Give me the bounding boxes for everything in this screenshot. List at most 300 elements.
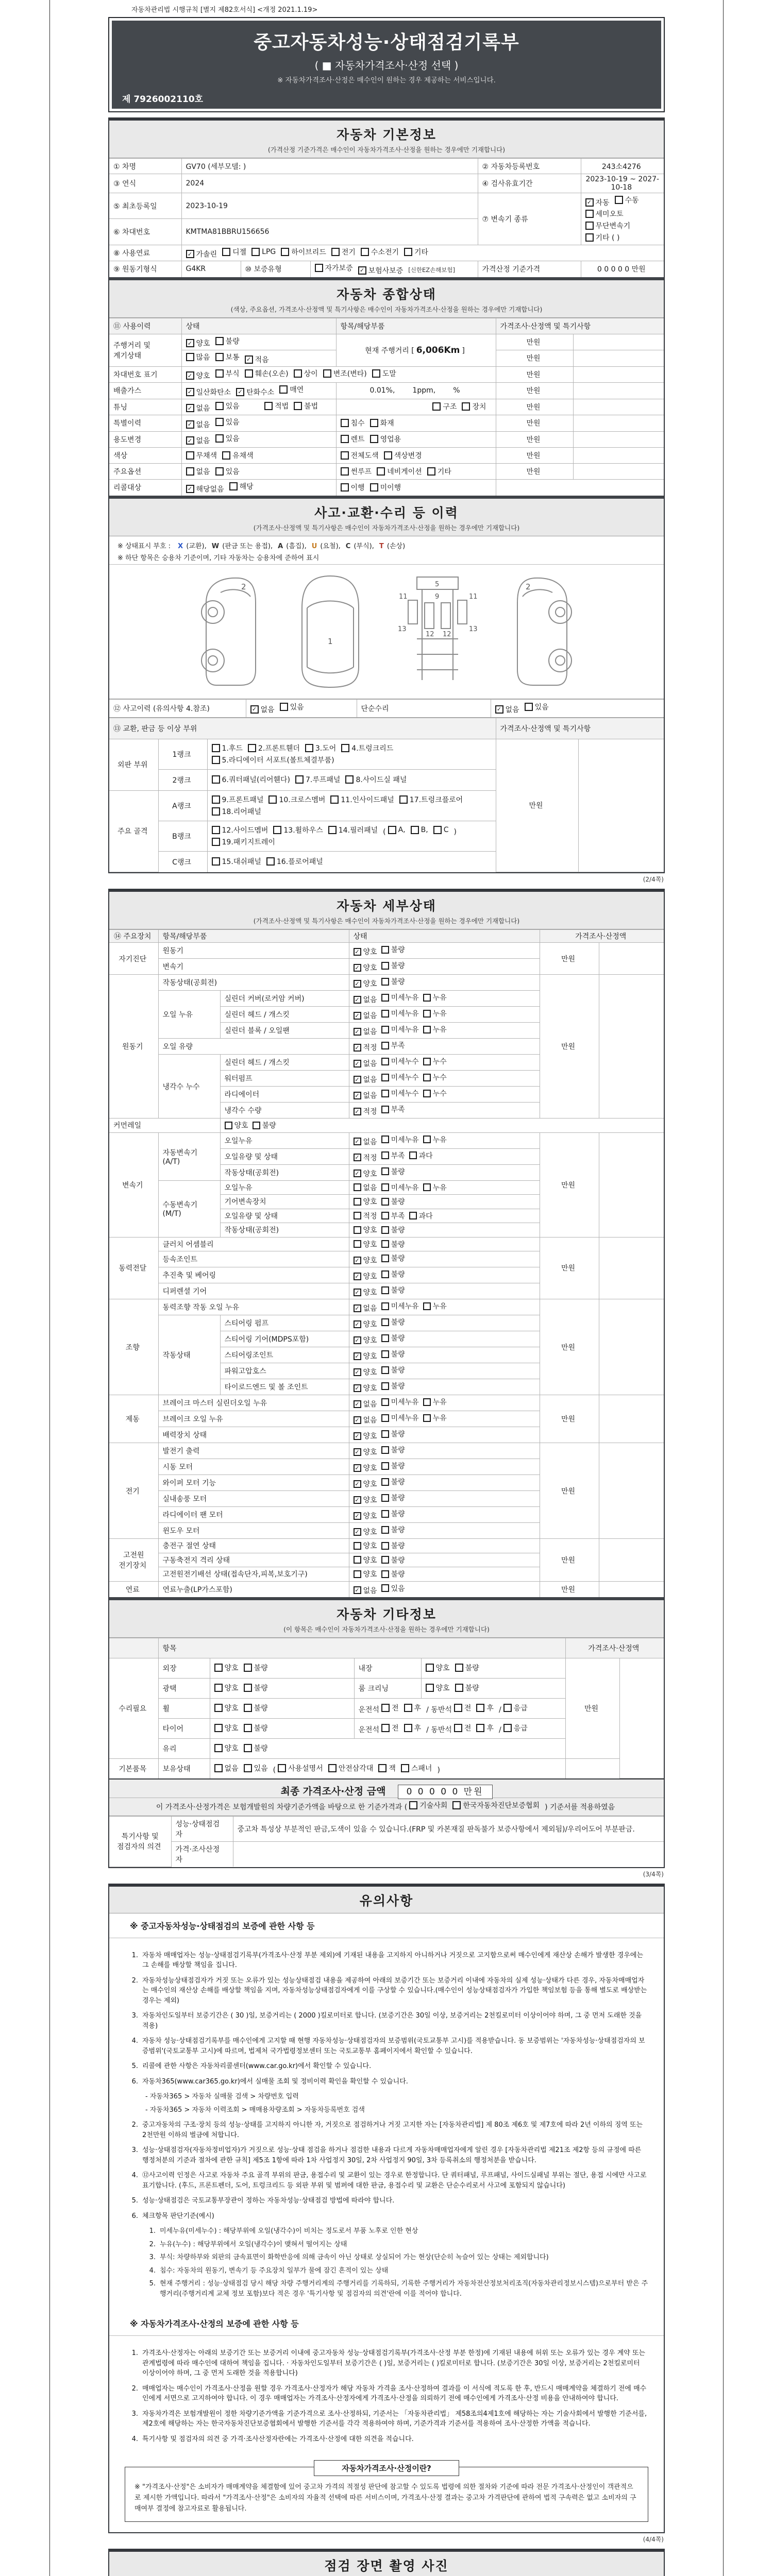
checkbox-option[interactable] bbox=[328, 1763, 374, 1773]
unchecked-checkbox-icon[interactable] bbox=[423, 1026, 431, 1033]
checkbox-option[interactable] bbox=[381, 1397, 419, 1407]
unchecked-checkbox-icon[interactable] bbox=[381, 1382, 389, 1390]
unchecked-checkbox-icon[interactable] bbox=[331, 248, 340, 256]
checkbox-option[interactable] bbox=[354, 946, 377, 957]
checkbox-option[interactable] bbox=[462, 401, 486, 412]
checkbox-option[interactable] bbox=[426, 1683, 450, 1693]
checkbox-option[interactable] bbox=[186, 484, 224, 494]
unchecked-checkbox-icon[interactable] bbox=[585, 222, 594, 230]
checkbox-option[interactable] bbox=[186, 387, 231, 397]
unchecked-checkbox-icon[interactable] bbox=[381, 1446, 389, 1454]
checked-checkbox-icon[interactable]: ✓ bbox=[354, 1273, 361, 1280]
checkbox-option[interactable] bbox=[354, 1090, 377, 1100]
unchecked-checkbox-icon[interactable] bbox=[248, 744, 256, 752]
checked-checkbox-icon[interactable]: ✓ bbox=[354, 1304, 361, 1312]
unchecked-checkbox-icon[interactable] bbox=[328, 1764, 337, 1772]
checkbox-option[interactable] bbox=[381, 1134, 419, 1145]
checkbox-option[interactable] bbox=[331, 247, 356, 257]
checkbox-option[interactable] bbox=[215, 433, 240, 444]
checkbox-option[interactable] bbox=[354, 1225, 377, 1235]
unchecked-checkbox-icon[interactable] bbox=[423, 1398, 431, 1406]
unchecked-checkbox-icon[interactable] bbox=[381, 1183, 389, 1191]
unchecked-checkbox-icon[interactable] bbox=[404, 1724, 412, 1732]
checked-checkbox-icon[interactable]: ✓ bbox=[354, 964, 361, 972]
checkbox-option[interactable] bbox=[222, 450, 254, 461]
checked-checkbox-icon[interactable]: ✓ bbox=[186, 436, 194, 445]
unchecked-checkbox-icon[interactable] bbox=[409, 1801, 417, 1809]
checkbox-option[interactable] bbox=[354, 1255, 377, 1265]
unchecked-checkbox-icon[interactable] bbox=[381, 1042, 389, 1049]
checkbox-option[interactable] bbox=[381, 1301, 419, 1311]
checkbox-option[interactable] bbox=[354, 1211, 377, 1221]
unchecked-checkbox-icon[interactable] bbox=[229, 482, 238, 490]
unchecked-checkbox-icon[interactable] bbox=[585, 233, 594, 242]
unchecked-checkbox-icon[interactable] bbox=[476, 1704, 484, 1712]
unchecked-checkbox-icon[interactable] bbox=[381, 1026, 389, 1033]
unchecked-checkbox-icon[interactable] bbox=[423, 1010, 431, 1018]
unchecked-checkbox-icon[interactable] bbox=[423, 1058, 431, 1065]
checkbox-option[interactable] bbox=[354, 962, 377, 973]
checkbox-option[interactable] bbox=[354, 1303, 377, 1313]
unchecked-checkbox-icon[interactable] bbox=[266, 857, 275, 866]
checked-checkbox-icon[interactable]: ✓ bbox=[354, 1464, 361, 1472]
checkbox-option[interactable] bbox=[381, 944, 405, 955]
checkbox-option[interactable] bbox=[388, 826, 406, 834]
unchecked-checkbox-icon[interactable] bbox=[381, 1167, 389, 1175]
checkbox-option[interactable] bbox=[404, 1723, 422, 1733]
checkbox-option[interactable] bbox=[381, 1317, 405, 1327]
checkbox-option[interactable] bbox=[186, 249, 217, 259]
checkbox-option[interactable] bbox=[244, 1663, 268, 1673]
checkbox-option[interactable] bbox=[381, 1008, 419, 1019]
checkbox-option[interactable] bbox=[381, 1150, 405, 1161]
checkbox-option[interactable] bbox=[585, 197, 610, 208]
checkbox-option[interactable] bbox=[264, 401, 289, 411]
checked-checkbox-icon[interactable]: ✓ bbox=[354, 1512, 361, 1520]
checkbox-option[interactable] bbox=[381, 1723, 399, 1733]
checked-checkbox-icon[interactable]: ✓ bbox=[186, 339, 194, 347]
unchecked-checkbox-icon[interactable] bbox=[244, 1684, 252, 1692]
checkbox-option[interactable] bbox=[454, 1703, 472, 1713]
checkbox-option[interactable] bbox=[381, 1239, 405, 1249]
unchecked-checkbox-icon[interactable] bbox=[354, 1542, 361, 1550]
unchecked-checkbox-icon[interactable] bbox=[370, 483, 378, 492]
unchecked-checkbox-icon[interactable] bbox=[381, 1318, 389, 1326]
checkbox-option[interactable] bbox=[381, 1445, 405, 1455]
unchecked-checkbox-icon[interactable] bbox=[381, 1542, 389, 1550]
unchecked-checkbox-icon[interactable] bbox=[372, 369, 380, 378]
checked-checkbox-icon[interactable]: ✓ bbox=[354, 1586, 361, 1594]
unchecked-checkbox-icon[interactable] bbox=[381, 1240, 389, 1248]
checked-checkbox-icon[interactable]: ✓ bbox=[354, 1012, 361, 1020]
unchecked-checkbox-icon[interactable] bbox=[381, 962, 389, 970]
unchecked-checkbox-icon[interactable] bbox=[404, 248, 412, 256]
unchecked-checkbox-icon[interactable] bbox=[423, 994, 431, 1002]
checkbox-option[interactable] bbox=[381, 1540, 405, 1551]
checkbox-option[interactable] bbox=[615, 195, 639, 205]
unchecked-checkbox-icon[interactable] bbox=[186, 467, 194, 476]
checkbox-option[interactable] bbox=[455, 1663, 479, 1673]
checkbox-option[interactable] bbox=[341, 450, 379, 461]
checkbox-option[interactable] bbox=[215, 417, 240, 427]
checkbox-option[interactable] bbox=[268, 794, 325, 805]
checkbox-option[interactable] bbox=[214, 1723, 239, 1733]
unchecked-checkbox-icon[interactable] bbox=[426, 1684, 434, 1692]
checkbox-option[interactable] bbox=[215, 401, 240, 411]
unchecked-checkbox-icon[interactable] bbox=[423, 1090, 431, 1097]
checked-checkbox-icon[interactable]: ✓ bbox=[354, 1257, 361, 1264]
unchecked-checkbox-icon[interactable] bbox=[315, 264, 323, 272]
checkbox-option[interactable] bbox=[354, 1042, 377, 1053]
checkbox-option[interactable] bbox=[251, 248, 276, 256]
checkbox-option[interactable] bbox=[354, 1026, 377, 1037]
unchecked-checkbox-icon[interactable] bbox=[381, 1334, 389, 1342]
checkbox-option[interactable] bbox=[354, 978, 377, 989]
unchecked-checkbox-icon[interactable] bbox=[381, 1366, 389, 1374]
unchecked-checkbox-icon[interactable] bbox=[377, 467, 385, 476]
checked-checkbox-icon[interactable]: ✓ bbox=[354, 1154, 361, 1161]
unchecked-checkbox-icon[interactable] bbox=[273, 826, 281, 834]
unchecked-checkbox-icon[interactable] bbox=[341, 451, 349, 460]
unchecked-checkbox-icon[interactable] bbox=[215, 402, 224, 410]
unchecked-checkbox-icon[interactable] bbox=[381, 1198, 389, 1206]
unchecked-checkbox-icon[interactable] bbox=[251, 248, 260, 256]
checkbox-option[interactable] bbox=[236, 387, 274, 397]
unchecked-checkbox-icon[interactable] bbox=[225, 1122, 232, 1129]
unchecked-checkbox-icon[interactable] bbox=[433, 826, 442, 834]
checkbox-option[interactable] bbox=[354, 994, 377, 1005]
checkbox-option[interactable] bbox=[354, 1540, 377, 1551]
checkbox-option[interactable] bbox=[354, 1058, 377, 1069]
checkbox-option[interactable] bbox=[328, 825, 378, 835]
unchecked-checkbox-icon[interactable] bbox=[214, 1744, 223, 1752]
checked-checkbox-icon[interactable]: ✓ bbox=[354, 1076, 361, 1083]
unchecked-checkbox-icon[interactable] bbox=[214, 1724, 223, 1732]
checkbox-option[interactable] bbox=[381, 1493, 405, 1503]
checkbox-option[interactable] bbox=[423, 1072, 447, 1082]
unchecked-checkbox-icon[interactable] bbox=[345, 775, 354, 784]
checkbox-option[interactable] bbox=[341, 743, 393, 753]
unchecked-checkbox-icon[interactable] bbox=[280, 703, 288, 711]
checked-checkbox-icon[interactable]: ✓ bbox=[354, 1384, 361, 1392]
unchecked-checkbox-icon[interactable] bbox=[212, 775, 220, 784]
checkbox-option[interactable] bbox=[186, 419, 210, 430]
checked-checkbox-icon[interactable]: ✓ bbox=[354, 1108, 361, 1115]
unchecked-checkbox-icon[interactable] bbox=[423, 1183, 431, 1191]
checkbox-option[interactable] bbox=[381, 1285, 405, 1295]
checkbox-option[interactable] bbox=[381, 1253, 405, 1263]
checked-checkbox-icon[interactable]: ✓ bbox=[250, 705, 259, 714]
unchecked-checkbox-icon[interactable] bbox=[411, 826, 419, 834]
unchecked-checkbox-icon[interactable] bbox=[404, 1704, 412, 1712]
checkbox-option[interactable] bbox=[222, 247, 246, 257]
checkbox-option[interactable] bbox=[404, 1703, 422, 1713]
checkbox-option[interactable] bbox=[381, 1166, 405, 1177]
checkbox-option[interactable] bbox=[409, 1150, 433, 1161]
unchecked-checkbox-icon[interactable] bbox=[476, 1724, 484, 1732]
unchecked-checkbox-icon[interactable] bbox=[381, 1058, 389, 1065]
checked-checkbox-icon[interactable]: ✓ bbox=[186, 250, 194, 258]
unchecked-checkbox-icon[interactable] bbox=[381, 1478, 389, 1486]
checkbox-option[interactable] bbox=[381, 1024, 419, 1035]
unchecked-checkbox-icon[interactable] bbox=[381, 1430, 389, 1438]
checkbox-option[interactable] bbox=[381, 1555, 405, 1565]
checkbox-option[interactable] bbox=[381, 1365, 405, 1375]
checkbox-option[interactable] bbox=[381, 1477, 405, 1487]
checkbox-option[interactable] bbox=[214, 1703, 239, 1713]
unchecked-checkbox-icon[interactable] bbox=[328, 826, 337, 834]
unchecked-checkbox-icon[interactable] bbox=[212, 807, 220, 816]
checkbox-option[interactable] bbox=[354, 1399, 377, 1409]
checkbox-option[interactable] bbox=[341, 466, 372, 477]
checkbox-option[interactable] bbox=[423, 1413, 447, 1423]
checked-checkbox-icon[interactable]: ✓ bbox=[354, 1432, 361, 1440]
checked-checkbox-icon[interactable]: ✓ bbox=[354, 948, 361, 956]
unchecked-checkbox-icon[interactable] bbox=[330, 795, 339, 804]
unchecked-checkbox-icon[interactable] bbox=[186, 451, 194, 460]
unchecked-checkbox-icon[interactable] bbox=[295, 775, 304, 784]
checkbox-option[interactable] bbox=[212, 856, 261, 867]
checkbox-option[interactable] bbox=[212, 837, 275, 847]
unchecked-checkbox-icon[interactable] bbox=[354, 1570, 361, 1578]
unchecked-checkbox-icon[interactable] bbox=[212, 857, 220, 866]
unchecked-checkbox-icon[interactable] bbox=[503, 1724, 512, 1732]
checkbox-option[interactable] bbox=[295, 774, 340, 785]
unchecked-checkbox-icon[interactable] bbox=[370, 419, 378, 427]
checkbox-option[interactable] bbox=[381, 1349, 405, 1359]
checkbox-option[interactable] bbox=[354, 1106, 377, 1116]
checkbox-option[interactable] bbox=[212, 825, 268, 835]
checkbox-option[interactable] bbox=[381, 1225, 405, 1235]
checkbox-option[interactable] bbox=[186, 352, 210, 362]
checkbox-option[interactable] bbox=[381, 1413, 419, 1423]
unchecked-checkbox-icon[interactable] bbox=[341, 467, 349, 476]
checkbox-option[interactable] bbox=[433, 826, 449, 834]
checked-checkbox-icon[interactable]: ✓ bbox=[354, 1028, 361, 1036]
unchecked-checkbox-icon[interactable] bbox=[462, 402, 470, 411]
checkbox-option[interactable] bbox=[354, 1153, 377, 1163]
unchecked-checkbox-icon[interactable] bbox=[354, 1183, 361, 1191]
unchecked-checkbox-icon[interactable] bbox=[381, 1584, 389, 1592]
checked-checkbox-icon[interactable]: ✓ bbox=[245, 355, 253, 364]
unchecked-checkbox-icon[interactable] bbox=[455, 1664, 463, 1672]
checkbox-option[interactable] bbox=[244, 1743, 268, 1753]
checkbox-option[interactable] bbox=[377, 466, 422, 477]
checkbox-option[interactable] bbox=[354, 1196, 377, 1207]
checkbox-option[interactable] bbox=[452, 1800, 540, 1810]
checkbox-option[interactable] bbox=[454, 1723, 472, 1733]
checkbox-option[interactable] bbox=[186, 403, 210, 413]
unchecked-checkbox-icon[interactable] bbox=[215, 369, 224, 378]
checkbox-option[interactable] bbox=[273, 825, 323, 835]
checkbox-option[interactable] bbox=[399, 794, 463, 805]
checkbox-option[interactable] bbox=[354, 1555, 377, 1565]
unchecked-checkbox-icon[interactable] bbox=[361, 248, 369, 256]
checkbox-option[interactable] bbox=[525, 702, 549, 712]
checkbox-option[interactable] bbox=[323, 368, 367, 379]
unchecked-checkbox-icon[interactable] bbox=[354, 1226, 361, 1234]
checked-checkbox-icon[interactable]: ✓ bbox=[354, 1368, 361, 1376]
unchecked-checkbox-icon[interactable] bbox=[423, 1302, 431, 1310]
checked-checkbox-icon[interactable]: ✓ bbox=[186, 388, 194, 396]
checkbox-option[interactable] bbox=[354, 1415, 377, 1425]
unchecked-checkbox-icon[interactable] bbox=[244, 1704, 252, 1712]
unchecked-checkbox-icon[interactable] bbox=[454, 1704, 462, 1712]
checkbox-option[interactable] bbox=[354, 1367, 377, 1377]
unchecked-checkbox-icon[interactable] bbox=[215, 434, 224, 443]
checkbox-option[interactable] bbox=[384, 450, 422, 461]
checkbox-option[interactable] bbox=[381, 976, 405, 987]
checkbox-option[interactable] bbox=[354, 1569, 377, 1579]
checkbox-option[interactable] bbox=[404, 247, 428, 257]
checkbox-option[interactable] bbox=[381, 1524, 405, 1535]
checkbox-option[interactable] bbox=[315, 263, 353, 273]
unchecked-checkbox-icon[interactable] bbox=[244, 1664, 252, 1672]
unchecked-checkbox-icon[interactable] bbox=[212, 744, 220, 752]
checked-checkbox-icon[interactable]: ✓ bbox=[354, 996, 361, 1004]
checkbox-option[interactable] bbox=[409, 1211, 433, 1221]
checkbox-option[interactable] bbox=[186, 338, 210, 348]
checkbox-option[interactable] bbox=[354, 1447, 377, 1457]
checked-checkbox-icon[interactable]: ✓ bbox=[354, 1496, 361, 1504]
checked-checkbox-icon[interactable]: ✓ bbox=[186, 420, 194, 429]
unchecked-checkbox-icon[interactable] bbox=[381, 946, 389, 954]
checkbox-option[interactable] bbox=[186, 370, 210, 381]
unchecked-checkbox-icon[interactable] bbox=[215, 467, 224, 476]
unchecked-checkbox-icon[interactable] bbox=[381, 1106, 389, 1113]
checkbox-option[interactable] bbox=[354, 1479, 377, 1489]
checkbox-option[interactable] bbox=[381, 1269, 405, 1279]
unchecked-checkbox-icon[interactable] bbox=[381, 1226, 389, 1234]
checkbox-option[interactable] bbox=[186, 450, 217, 461]
unchecked-checkbox-icon[interactable] bbox=[212, 756, 220, 764]
checkbox-option[interactable] bbox=[354, 1271, 377, 1281]
checkbox-option[interactable] bbox=[330, 794, 394, 805]
checkbox-option[interactable] bbox=[495, 704, 519, 715]
unchecked-checkbox-icon[interactable] bbox=[381, 1570, 389, 1578]
unchecked-checkbox-icon[interactable] bbox=[212, 826, 220, 834]
unchecked-checkbox-icon[interactable] bbox=[615, 196, 623, 204]
unchecked-checkbox-icon[interactable] bbox=[381, 1074, 389, 1081]
unchecked-checkbox-icon[interactable] bbox=[409, 1212, 417, 1219]
checkbox-option[interactable] bbox=[354, 1495, 377, 1505]
checkbox-option[interactable] bbox=[381, 1569, 405, 1579]
checkbox-option[interactable] bbox=[503, 1703, 528, 1713]
unchecked-checkbox-icon[interactable] bbox=[214, 1664, 223, 1672]
checked-checkbox-icon[interactable]: ✓ bbox=[354, 980, 361, 988]
checkbox-option[interactable] bbox=[354, 1527, 377, 1537]
unchecked-checkbox-icon[interactable] bbox=[432, 402, 441, 411]
checkbox-option[interactable] bbox=[215, 466, 240, 477]
checked-checkbox-icon[interactable]: ✓ bbox=[186, 485, 194, 493]
checkbox-option[interactable] bbox=[381, 1381, 405, 1391]
checkbox-option[interactable] bbox=[244, 1723, 268, 1733]
unchecked-checkbox-icon[interactable] bbox=[214, 1704, 223, 1712]
checkbox-option[interactable] bbox=[354, 1585, 377, 1596]
checked-checkbox-icon[interactable]: ✓ bbox=[354, 1170, 361, 1177]
checkbox-option[interactable] bbox=[215, 352, 240, 362]
checkbox-option[interactable] bbox=[212, 806, 261, 817]
unchecked-checkbox-icon[interactable] bbox=[222, 248, 230, 256]
checkbox-option[interactable] bbox=[305, 743, 336, 753]
unchecked-checkbox-icon[interactable] bbox=[381, 1136, 389, 1143]
checkbox-option[interactable] bbox=[354, 1168, 377, 1179]
checked-checkbox-icon[interactable]: ✓ bbox=[354, 1092, 361, 1099]
unchecked-checkbox-icon[interactable] bbox=[381, 1462, 389, 1470]
checkbox-option[interactable] bbox=[354, 1182, 377, 1193]
unchecked-checkbox-icon[interactable] bbox=[341, 483, 349, 492]
checkbox-option[interactable] bbox=[250, 704, 275, 715]
checkbox-option[interactable] bbox=[381, 1429, 405, 1439]
checkbox-option[interactable] bbox=[248, 743, 300, 753]
unchecked-checkbox-icon[interactable] bbox=[294, 402, 302, 410]
checkbox-option[interactable] bbox=[245, 368, 289, 379]
checkbox-option[interactable] bbox=[341, 418, 365, 428]
checkbox-option[interactable] bbox=[280, 702, 304, 712]
unchecked-checkbox-icon[interactable] bbox=[323, 369, 331, 378]
checkbox-option[interactable] bbox=[229, 481, 254, 492]
checkbox-option[interactable] bbox=[381, 1703, 399, 1713]
unchecked-checkbox-icon[interactable] bbox=[381, 1286, 389, 1294]
checkbox-option[interactable] bbox=[354, 1383, 377, 1393]
checked-checkbox-icon[interactable]: ✓ bbox=[186, 404, 194, 412]
unchecked-checkbox-icon[interactable] bbox=[423, 1136, 431, 1143]
checkbox-option[interactable] bbox=[476, 1703, 494, 1713]
checkbox-option[interactable] bbox=[381, 1040, 405, 1050]
checkbox-option[interactable] bbox=[354, 1239, 377, 1249]
unchecked-checkbox-icon[interactable] bbox=[381, 1255, 389, 1262]
checkbox-option[interactable] bbox=[503, 1723, 528, 1733]
checkbox-option[interactable] bbox=[585, 209, 624, 219]
unchecked-checkbox-icon[interactable] bbox=[186, 353, 194, 361]
unchecked-checkbox-icon[interactable] bbox=[278, 1764, 286, 1772]
unchecked-checkbox-icon[interactable] bbox=[388, 826, 396, 834]
checkbox-option[interactable] bbox=[244, 1683, 268, 1693]
checkbox-option[interactable] bbox=[354, 1335, 377, 1345]
checkbox-option[interactable] bbox=[381, 1182, 419, 1193]
unchecked-checkbox-icon[interactable] bbox=[212, 795, 220, 804]
checked-checkbox-icon[interactable]: ✓ bbox=[354, 1400, 361, 1408]
checkbox-option[interactable] bbox=[381, 1196, 405, 1207]
checkbox-option[interactable] bbox=[354, 1431, 377, 1441]
checkbox-option[interactable] bbox=[212, 794, 264, 805]
unchecked-checkbox-icon[interactable] bbox=[503, 1704, 512, 1712]
checkbox-option[interactable] bbox=[381, 1461, 405, 1471]
checkbox-option[interactable] bbox=[381, 1088, 419, 1098]
checkbox-option[interactable] bbox=[354, 1511, 377, 1521]
checked-checkbox-icon[interactable]: ✓ bbox=[358, 266, 366, 275]
checkbox-option[interactable] bbox=[225, 1120, 248, 1130]
checkbox-option[interactable] bbox=[378, 1763, 396, 1773]
unchecked-checkbox-icon[interactable] bbox=[381, 1398, 389, 1406]
checkbox-option[interactable] bbox=[423, 1024, 447, 1035]
checkbox-option[interactable] bbox=[354, 1137, 377, 1147]
checkbox-option[interactable] bbox=[423, 1088, 447, 1098]
unchecked-checkbox-icon[interactable] bbox=[378, 1764, 386, 1772]
checkbox-option[interactable] bbox=[423, 1008, 447, 1019]
checkbox-option[interactable] bbox=[279, 384, 304, 395]
unchecked-checkbox-icon[interactable] bbox=[381, 1724, 390, 1732]
checkbox-option[interactable] bbox=[345, 774, 407, 785]
checkbox-option[interactable] bbox=[370, 482, 401, 493]
unchecked-checkbox-icon[interactable] bbox=[341, 435, 349, 443]
unchecked-checkbox-icon[interactable] bbox=[381, 978, 389, 986]
unchecked-checkbox-icon[interactable] bbox=[426, 1664, 434, 1672]
checkbox-option[interactable] bbox=[585, 232, 620, 243]
checkbox-option[interactable] bbox=[423, 1056, 447, 1066]
unchecked-checkbox-icon[interactable] bbox=[381, 1704, 390, 1712]
unchecked-checkbox-icon[interactable] bbox=[381, 1350, 389, 1358]
